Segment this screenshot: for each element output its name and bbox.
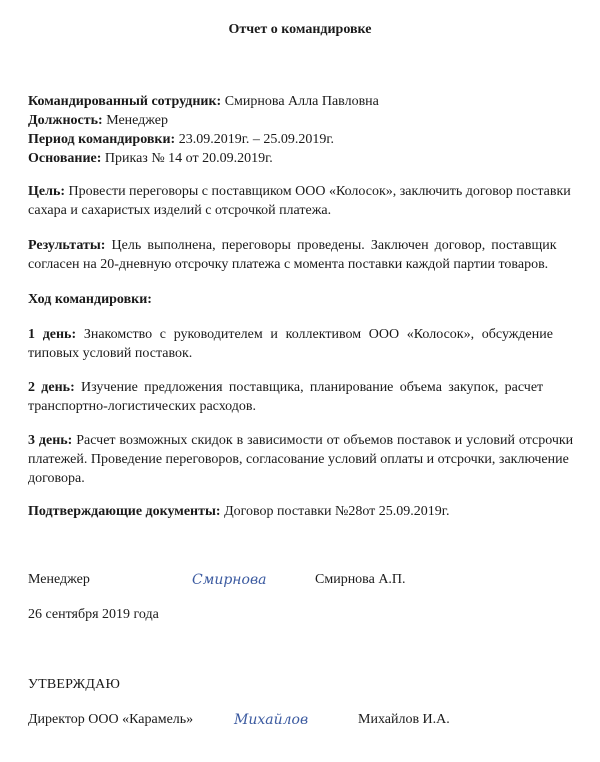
employee-value: Смирнова Алла Павловна [221,94,379,109]
goal-text-2: сахара и сахаристых изделий с отсрочкой платежа. [28,203,332,218]
day2-text-2: транспортно-логистических расходов. [28,399,256,414]
day3-text-1: Расчет возможных скидок в зависимости от объемов поставок и условий отсрочки [72,433,574,448]
basis-label: Основание: [28,151,102,166]
manager-name: Смирнова А.П. [315,572,406,587]
approval-heading: УТВЕРЖДАЮ [28,677,121,692]
position-label: Должность: [28,113,103,128]
employee-field [28,92,574,111]
period-value: 23.09.2019г. – 25.09.2019г. [175,132,335,147]
goal-text-1: Провести переговоры с поставщиком ООО «Колосок», заключить договор поставки [65,184,571,199]
goal-paragraph [28,182,574,220]
day3-label: 3 день: [28,433,73,448]
day1-paragraph [28,325,574,363]
documents-value: Договор поставки №28от 25.09.2019г. [220,504,450,519]
results-label: Результаты: [28,238,106,253]
day1-text-2: типовых условий поставок. [28,346,193,361]
period-label: Период командировки: [28,132,176,147]
day1-label: 1 день: [28,327,77,342]
manager-handwritten-signature: Смирнова [192,572,267,588]
goal-label: Цель: [28,184,66,199]
director-role: Директор ООО «Карамель» [28,712,194,727]
position-field [28,111,574,130]
results-text-2: согласен на 20-дневную отсрочку платежа с момента поставки каждой партии товаров. [28,257,549,272]
day2-label: 2 день: [28,380,75,395]
employee-label: Командированный сотрудник: [28,94,222,109]
report-date: 26 сентября 2019 года [28,607,159,622]
header-fields [28,92,574,168]
day3-text-2: платежей. Проведение переговоров, согласование условий оплаты и отсрочки, заключение [28,452,569,467]
day3-paragraph [28,431,574,488]
basis-value: Приказ № 14 от 20.09.2019г. [101,151,273,166]
day2-text-1: Изучение предложения поставщика, планирование объема закупок, расчет [74,380,544,395]
results-paragraph [28,236,574,274]
manager-signature-row [28,570,588,590]
director-signature-row [28,710,588,730]
documents-label: Подтверждающие документы: [28,504,221,519]
basis-field [28,149,574,168]
day1-text-1: Знакомство с руководителем и коллективом ООО «Колосок», обсуждение [76,327,553,342]
document-title: Отчет о командировке [228,22,372,37]
results-text-1: Цель выполнена, переговоры проведены. Заключен договор, поставщик [105,238,557,253]
documents-field [28,502,574,521]
manager-role: Менеджер [28,572,90,587]
day2-paragraph [28,378,574,416]
position-value: Менеджер [102,113,169,128]
director-handwritten-signature: Михайлов [234,712,309,728]
day3-text-3: договора. [28,471,85,486]
period-field [28,130,574,149]
director-name: Михайлов И.А. [358,712,450,727]
progress-heading: Ход командировки: [28,292,152,307]
